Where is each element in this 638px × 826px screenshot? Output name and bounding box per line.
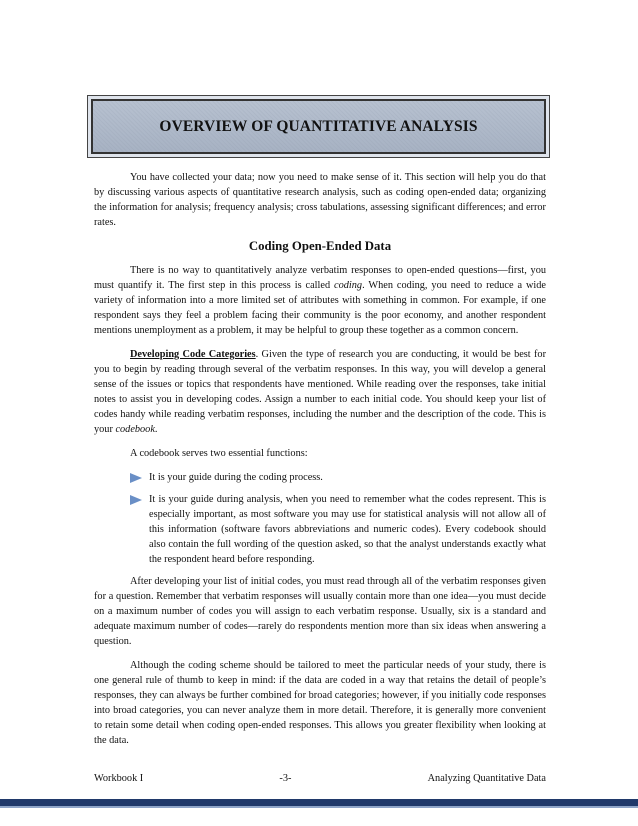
codebook-functions-list bbox=[94, 470, 546, 567]
triangle-right-icon bbox=[130, 495, 142, 505]
intro-paragraph: You have collected your data; now you need to make sense of it. This section will help you do that by discussing various aspects of quantitative research analysis, such as coding open-ended data; organizing the information for analysis; frequency analysis; cross tabulations, assessing significant differences; and error rates. bbox=[94, 172, 546, 228]
page-number: -3- bbox=[279, 773, 292, 784]
list-item-text: It is your guide during the coding process. bbox=[149, 472, 323, 483]
list-item bbox=[130, 492, 546, 567]
coding-paragraph-text-b: . When coding, you need to reduce a wide variety of information into a more limited set of attributes with something in common. For example, if one respondent says they feel a problem facing their community is the poor economy, and another respondent mentions unemployment as a problem, it may be helpful to group these together as a common concern. bbox=[94, 280, 546, 336]
page-title: OVERVIEW OF QUANTITATIVE ANALYSIS bbox=[159, 117, 478, 135]
section-heading: Coding Open-Ended Data bbox=[248, 239, 392, 253]
code-categories-label: Developing Code Categories bbox=[130, 349, 256, 360]
code-categories-paragraph bbox=[94, 347, 546, 437]
footer-bar bbox=[0, 799, 638, 806]
footer-bar-accent bbox=[0, 806, 638, 808]
coding-term: coding bbox=[334, 280, 363, 291]
document-body bbox=[94, 170, 546, 757]
codebook-functions-intro: A codebook serves two essential functions: bbox=[130, 448, 308, 459]
coding-paragraph bbox=[94, 263, 546, 338]
list-item-text: It is your guide during analysis, when you need to remember what the codes represent. This is especially important, as most software you may use for statistical analysis will not allow all of this information (software favors abbreviations and numeric codes). Every codebook should also contain the full wording of the question asked, so that the analyst understands exactly what the respondent heard before responding. bbox=[149, 494, 546, 565]
title-banner bbox=[87, 95, 550, 158]
triangle-right-icon bbox=[130, 473, 142, 483]
coding-scheme-paragraph: Although the coding scheme should be tailored to meet the particular needs of your study, there is one general rule of thumb to keep in mind: if the data are coded in a way that retains the detail of people’s responses, they can always be further combined for broad categories; however, if you initially code responses into broad categories, you can never analyze them in more detail. Therefore, it is generally more convenient to retain some detail when coding open-ended responses. This allows you greater flexibility when looking at the data. bbox=[94, 660, 546, 746]
codebook-term: codebook bbox=[115, 424, 155, 435]
footer-right: Analyzing Quantitative Data bbox=[427, 773, 546, 784]
footer-left: Workbook I bbox=[94, 773, 144, 784]
list-item bbox=[130, 470, 546, 485]
verbatim-paragraph: After developing your list of initial codes, you must read through all of the verbatim responses given for a question. Remember that verbatim responses will usually contain more than one idea—you must decide on a maximum number of codes you will assign to each verbatim response. Usually, six is a standard and adequate maximum number of codes—rarely do respondents mention more than six ideas when answering a question. bbox=[94, 576, 546, 647]
page-footer bbox=[94, 773, 546, 789]
code-categories-text-b: . bbox=[154, 424, 158, 435]
code-categories-text-a: . Given the type of research you are conducting, it would be best for you to begin by reading through several of the verbatim responses. In this way, you will develop a general sense of the issues or topics that respondents have mentioned. While reading over the responses, take initial notes to assist you in developing codes. Assign a number to each initial code. You should keep your list of codes handy while reading verbatim responses, including the number and the description of the code. This is your bbox=[94, 349, 546, 435]
coding-paragraph-text-a: There is no way to quantitatively analyze verbatim responses to open-ended questions—first, you must quantify it. The first step in this process is called bbox=[94, 265, 546, 291]
title-banner-panel bbox=[91, 99, 546, 154]
